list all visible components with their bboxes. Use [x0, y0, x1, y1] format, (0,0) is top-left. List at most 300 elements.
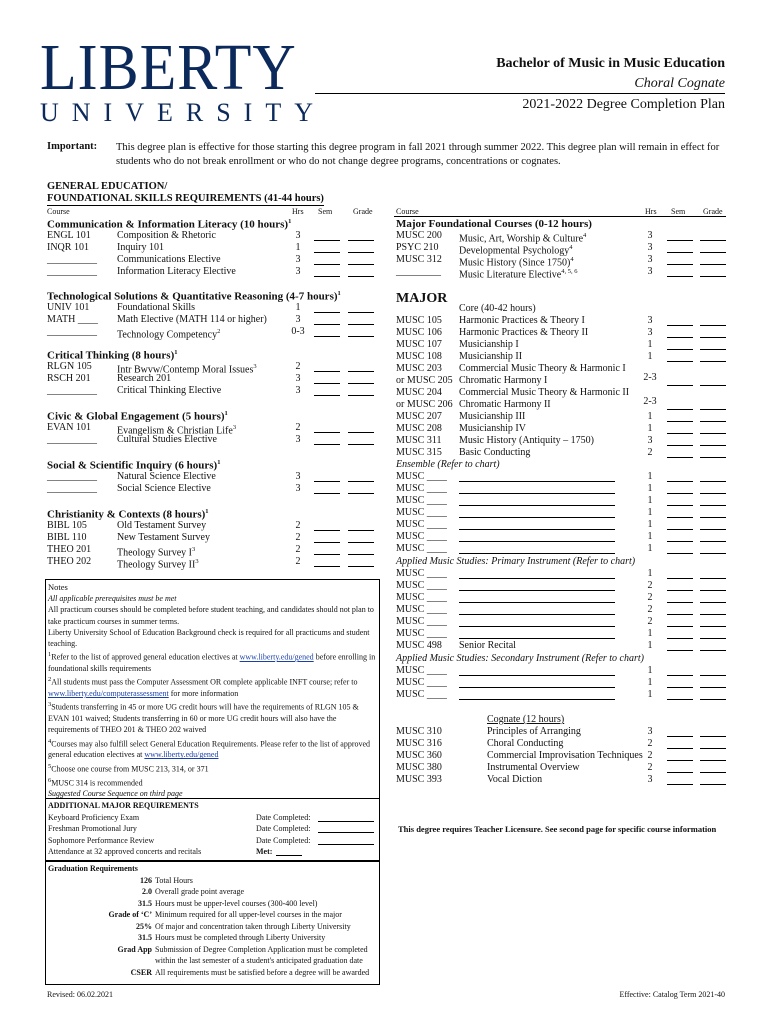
course-hours: 1	[295, 242, 301, 253]
graduation-row	[48, 909, 377, 921]
semester-blank[interactable]	[667, 532, 693, 542]
semester-blank[interactable]	[667, 328, 693, 338]
course-name-blank[interactable]	[459, 666, 615, 676]
note-line	[48, 788, 377, 799]
note-line	[48, 604, 377, 626]
grade-blank[interactable]	[700, 496, 726, 506]
course-hours: 2	[647, 616, 653, 627]
grade-blank[interactable]	[700, 243, 726, 253]
note-line	[48, 736, 377, 761]
course-hours: 1	[647, 507, 653, 518]
footnote-marker: 1	[288, 218, 292, 225]
semester-blank[interactable]	[667, 544, 693, 554]
course-name-blank[interactable]	[459, 593, 615, 603]
grade-blank[interactable]	[348, 315, 374, 325]
degree-title: Bachelor of Music in Music Education	[496, 56, 725, 71]
course-code: INQR 101	[47, 242, 89, 253]
ensemble-label: Ensemble (Refer to chart)	[396, 459, 500, 470]
additional-date-blank[interactable]	[318, 823, 374, 833]
course-name-blank[interactable]	[459, 617, 615, 627]
note-link[interactable]: www.liberty.edu/gened	[239, 652, 314, 662]
grade-blank[interactable]	[700, 472, 726, 482]
course-code: MUSC 393	[396, 774, 442, 785]
grade-blank[interactable]	[700, 412, 726, 422]
note-line	[48, 674, 377, 699]
semester-blank[interactable]	[667, 629, 693, 639]
course-code: MUSC 311	[396, 435, 442, 446]
grade-blank[interactable]	[348, 557, 374, 567]
additional-date-label: Met:	[256, 847, 273, 856]
additional-row	[48, 846, 377, 858]
course-hours: 2	[295, 532, 301, 543]
grade-blank[interactable]	[700, 376, 726, 386]
course-name: Evangelism & Christian Life$^3$	[117, 424, 237, 437]
graduation-text: Total Hours	[155, 875, 193, 885]
grade-blank[interactable]	[700, 641, 726, 651]
note-text: All applicable prerequisites must be met	[48, 594, 177, 604]
grade-blank[interactable]	[348, 435, 374, 445]
footnote-marker: 4	[583, 232, 587, 239]
grade-blank[interactable]	[700, 316, 726, 326]
course-hours: 3	[647, 726, 653, 737]
additional-requirements-box	[45, 799, 380, 861]
course-code: MUSC ____	[396, 471, 447, 482]
semester-blank[interactable]	[667, 569, 693, 579]
note-text: All practicum courses should be completed before student teaching, and candidates should not plan to take practicum courses in summer terms.	[48, 605, 374, 626]
note-text: Liberty University School of Education Background check is required for all practicums and student teaching.	[48, 627, 370, 649]
footnote-marker: 3	[48, 701, 52, 709]
grade-blank[interactable]	[348, 374, 374, 384]
semester-blank[interactable]	[314, 303, 340, 313]
course-hours: 1	[647, 628, 653, 639]
grade-blank[interactable]	[348, 255, 374, 265]
graduation-key: 2.0	[142, 887, 152, 896]
semester-blank[interactable]	[314, 435, 340, 445]
semester-blank[interactable]	[314, 327, 340, 337]
grade-blank[interactable]	[700, 400, 726, 410]
note-line	[48, 627, 377, 649]
graduation-key: 25%	[136, 921, 152, 931]
course-hours: 3	[295, 471, 301, 482]
footnote-marker: 2	[48, 676, 52, 684]
grade-blank[interactable]	[700, 629, 726, 639]
graduation-text: Of major and concentration taken through Liberty University	[155, 921, 351, 931]
course-hours: 0-3	[291, 326, 305, 337]
course-name: Musicianship III	[459, 411, 526, 422]
additional-date-blank[interactable]	[276, 846, 302, 856]
note-link[interactable]: www.liberty.edu/computerassessment	[48, 689, 169, 699]
semester-blank[interactable]	[667, 412, 693, 422]
grade-blank[interactable]	[348, 545, 374, 555]
course-hours: 1	[647, 677, 653, 688]
additional-date-label: Date Completed:	[256, 835, 311, 845]
grade-blank[interactable]	[700, 352, 726, 362]
course-code: __________	[47, 326, 97, 337]
course-hours: 2	[295, 556, 301, 567]
semester-blank[interactable]	[667, 424, 693, 434]
additional-item: Attendance at 32 approved concerts and recitals	[48, 847, 202, 856]
course-code: MUSC 207	[396, 411, 442, 422]
semester-blank[interactable]	[667, 316, 693, 326]
grade-blank[interactable]	[700, 448, 726, 458]
footnote-marker: 4	[569, 244, 573, 251]
course-hours: 3	[295, 434, 301, 445]
course-name: Senior Recital	[459, 640, 516, 651]
note-link[interactable]: www.liberty.edu/gened	[144, 750, 219, 760]
course-hours: 2	[647, 604, 653, 615]
licensure-note: This degree requires Teacher Licensure. See second page for specific course information	[398, 824, 717, 834]
note-text: Refer to the list of approved general education electives at	[51, 652, 238, 662]
right-col-hrs: Hrs	[645, 207, 657, 216]
semester-blank[interactable]	[667, 484, 693, 494]
graduation-row	[48, 898, 377, 910]
liberty-logo-wordmark: LIBERTY	[40, 30, 297, 104]
course-name-blank[interactable]	[459, 605, 615, 615]
semester-blank[interactable]	[667, 690, 693, 700]
course-hours: 2	[295, 422, 301, 433]
graduation-row	[48, 875, 377, 887]
semester-blank[interactable]	[667, 581, 693, 591]
semester-blank[interactable]	[667, 472, 693, 482]
course-hours: 1	[295, 302, 301, 313]
grade-blank[interactable]	[700, 739, 726, 749]
grade-blank[interactable]	[348, 362, 374, 372]
course-name: Research 201	[117, 373, 172, 384]
semester-blank[interactable]	[667, 255, 693, 265]
note-text: All students must pass the Computer Assessment OR complete applicable INFT course; refer to	[51, 677, 358, 687]
grade-blank[interactable]	[700, 727, 726, 737]
note-text-after: for more information	[170, 689, 239, 699]
course-name: Musicianship II	[459, 351, 523, 362]
course-code: MATH ____	[47, 314, 98, 325]
footnote-marker: 5	[48, 762, 52, 770]
course-code: MUSC ____	[396, 568, 447, 579]
course-name-blank[interactable]	[459, 690, 615, 700]
course-code: MUSC 316	[396, 738, 442, 749]
course-name: Vocal Diction	[487, 774, 543, 785]
semester-blank[interactable]	[667, 739, 693, 749]
graduation-requirements-box	[45, 861, 380, 985]
course-code: MUSC ____	[396, 580, 447, 591]
additional-date-blank[interactable]	[318, 835, 374, 845]
footnote-marker: 1	[174, 349, 178, 356]
course-hours: 2-3	[643, 396, 657, 407]
course-hours: 3	[647, 315, 653, 326]
note-text-after: before enrolling in foundational skills requirements	[48, 652, 376, 674]
course-code: MUSC ____	[396, 677, 447, 688]
course-name: Instrumental Overview	[487, 762, 580, 773]
grade-blank[interactable]	[700, 593, 726, 603]
graduation-key: 31.5	[138, 933, 152, 942]
grade-blank[interactable]	[348, 386, 374, 396]
grade-blank[interactable]	[348, 267, 374, 277]
course-name-blank[interactable]	[459, 581, 615, 591]
graduation-key: CSER	[130, 967, 152, 977]
semester-blank[interactable]	[667, 508, 693, 518]
course-name-blank[interactable]	[459, 472, 615, 482]
right-col-grade: Grade	[703, 207, 723, 216]
course-name: Social Science Elective	[117, 483, 211, 494]
course-name-blank[interactable]	[459, 544, 615, 554]
course-hours: 3	[295, 373, 301, 384]
course-name: Chromatic Harmony I	[459, 375, 548, 386]
course-hours: 3	[295, 314, 301, 325]
grade-blank[interactable]	[700, 581, 726, 591]
course-hours: 2	[647, 447, 653, 458]
course-hours: 1	[647, 543, 653, 554]
course-code: __________	[47, 483, 97, 494]
grade-blank[interactable]	[700, 751, 726, 761]
additional-item: Freshman Promotional Jury	[48, 824, 137, 833]
semester-blank[interactable]	[314, 362, 340, 372]
course-code: MUSC 380	[396, 762, 442, 773]
semester-blank[interactable]	[667, 617, 693, 627]
grade-blank[interactable]	[700, 605, 726, 615]
gen-ed-section-title: Social & Scientific Inquiry (6 hours)$^1$	[47, 459, 221, 472]
course-name-blank[interactable]	[459, 508, 615, 518]
course-hours: 1	[647, 339, 653, 350]
semester-blank[interactable]	[667, 775, 693, 785]
graduation-row	[48, 921, 377, 933]
course-name: Commercial Improvisation Techniques	[487, 750, 643, 761]
grade-blank[interactable]	[348, 327, 374, 337]
grade-blank[interactable]	[700, 231, 726, 241]
course-hours: 2-3	[643, 372, 657, 383]
note-text: Suggested Course Sequence on third page	[48, 789, 183, 799]
graduation-row	[48, 932, 377, 944]
grade-blank[interactable]	[348, 472, 374, 482]
course-code: __________	[47, 266, 97, 277]
course-name: Developmental Psychology$^4$	[459, 244, 573, 257]
semester-blank[interactable]	[314, 243, 340, 253]
grade-blank[interactable]	[700, 532, 726, 542]
course-code: _________	[396, 266, 441, 277]
course-hours: 2	[295, 520, 301, 531]
course-code: __________	[47, 254, 97, 265]
course-code: or MUSC 206	[396, 399, 453, 410]
note-line	[48, 593, 377, 604]
primary-instrument-label: Applied Music Studies: Primary Instrument (Refer to chart)	[396, 556, 636, 567]
course-name: Harmonic Practices & Theory II	[459, 327, 589, 338]
semester-blank[interactable]	[667, 243, 693, 253]
additional-row	[48, 812, 377, 824]
grade-blank[interactable]	[700, 424, 726, 434]
grade-blank[interactable]	[700, 328, 726, 338]
gen-ed-section-title: Technological Solutions & Quantitative Reasoning (4-7 hours)$^1$	[47, 290, 341, 303]
course-code: PSYC 210	[396, 242, 439, 253]
course-code: or MUSC 205	[396, 375, 453, 386]
semester-blank[interactable]	[667, 231, 693, 241]
semester-blank[interactable]	[667, 376, 693, 386]
semester-blank[interactable]	[667, 436, 693, 446]
grade-blank[interactable]	[700, 520, 726, 530]
semester-blank[interactable]	[667, 751, 693, 761]
course-hours: 1	[647, 665, 653, 676]
semester-blank[interactable]	[314, 386, 340, 396]
semester-blank[interactable]	[667, 400, 693, 410]
additional-item: Keyboard Proficiency Exam	[48, 812, 140, 822]
semester-blank[interactable]	[667, 520, 693, 530]
course-name-blank[interactable]	[459, 484, 615, 494]
course-name-blank[interactable]	[459, 496, 615, 506]
course-name: Music Literature Elective$^{4, 5, 6}$	[459, 268, 578, 281]
note-text: Choose one course from MUSC 213, 314, or 371	[51, 764, 209, 774]
grade-blank[interactable]	[700, 544, 726, 554]
additional-title: ADDITIONAL MAJOR REQUIREMENTS	[48, 801, 199, 810]
course-code: MUSC 498	[396, 640, 442, 651]
course-code: MUSC ____	[396, 604, 447, 615]
course-name-blank[interactable]	[459, 520, 615, 530]
semester-blank[interactable]	[314, 374, 340, 384]
notes-title: Notes	[48, 582, 68, 592]
grade-blank[interactable]	[700, 569, 726, 579]
course-name-blank[interactable]	[459, 569, 615, 579]
semester-blank[interactable]	[667, 605, 693, 615]
grade-blank[interactable]	[700, 678, 726, 688]
course-hours: 3	[295, 483, 301, 494]
semester-blank[interactable]	[314, 484, 340, 494]
semester-blank[interactable]	[667, 763, 693, 773]
course-code: BIBL 105	[47, 520, 87, 531]
important-label: Important:	[47, 141, 98, 152]
semester-blank[interactable]	[667, 666, 693, 676]
secondary-instrument-label: Applied Music Studies: Secondary Instrument (Refer to chart)	[396, 653, 644, 664]
grade-blank[interactable]	[700, 267, 726, 277]
grade-blank[interactable]	[700, 617, 726, 627]
graduation-key: Grade of ‘C’	[108, 910, 152, 919]
course-name: Technology Competency$^2$	[117, 328, 221, 341]
course-code: UNIV 101	[47, 302, 90, 313]
course-name: Inquiry 101	[117, 242, 164, 253]
grade-blank[interactable]	[700, 436, 726, 446]
course-code: __________	[47, 471, 97, 482]
note-text: Courses may also fulfill select General Education Requirements. Please refer to the list of approved general education electives at	[48, 739, 371, 760]
semester-blank[interactable]	[314, 545, 340, 555]
grade-blank[interactable]	[700, 763, 726, 773]
graduation-text: Overall grade point average	[155, 887, 245, 896]
course-code: MUSC 310	[396, 726, 442, 737]
course-name: Musicianship IV	[459, 423, 526, 434]
title-divider	[315, 93, 725, 94]
semester-blank[interactable]	[667, 340, 693, 350]
course-code: MUSC ____	[396, 507, 447, 518]
semester-blank[interactable]	[667, 448, 693, 458]
course-name: Cultural Studies Elective	[117, 434, 217, 445]
grade-blank[interactable]	[348, 423, 374, 433]
course-name: Information Literacy Elective	[117, 266, 236, 277]
course-code: MUSC 203	[396, 363, 442, 374]
grade-blank[interactable]	[348, 533, 374, 543]
note-line	[48, 699, 377, 735]
semester-blank[interactable]	[667, 727, 693, 737]
graduation-text: Hours must be completed through Liberty University	[155, 933, 326, 942]
course-code: RLGN 105	[47, 361, 92, 372]
course-name: Theology Survey $I^3$	[117, 546, 196, 559]
footnote-marker: 4	[48, 737, 52, 745]
semester-blank[interactable]	[314, 472, 340, 482]
course-code: MUSC 108	[396, 351, 442, 362]
course-code: MUSC 360	[396, 750, 442, 761]
note-line	[48, 761, 377, 775]
grade-blank[interactable]	[700, 255, 726, 265]
course-code: MUSC ____	[396, 616, 447, 627]
semester-blank[interactable]	[314, 267, 340, 277]
footnote-marker: 4, 5, 6	[561, 268, 578, 275]
course-name: Musicianship I	[459, 339, 519, 350]
graduation-text: Submission of Degree Completion Application must be completed within the last semester of a student's anticipated graduation date	[155, 944, 368, 965]
course-code: MUSC 106	[396, 327, 442, 338]
course-code: MUSC ____	[396, 483, 447, 494]
course-name: Intr Bwvw/Contemp Moral Issues$^3$	[117, 363, 257, 376]
grade-blank[interactable]	[348, 303, 374, 313]
major-foundational-title: Major Foundational Courses (0-12 hours)	[396, 218, 592, 230]
semester-blank[interactable]	[667, 496, 693, 506]
grade-blank[interactable]	[700, 775, 726, 785]
course-code: __________	[47, 434, 97, 445]
course-name: Natural Science Elective	[117, 471, 216, 482]
course-name: Commercial Music Theory & Harmonic II	[459, 387, 630, 398]
course-hours: 1	[647, 568, 653, 579]
grade-blank[interactable]	[700, 508, 726, 518]
semester-blank[interactable]	[314, 315, 340, 325]
important-text: This degree plan is effective for those starting this degree program in fall 2021 through summer 2022. This degree plan will remain in effect for students who do not break enrollment or who do not change degree programs, concentrations or cognates.	[116, 142, 720, 167]
course-name-blank[interactable]	[459, 532, 615, 542]
grade-blank[interactable]	[700, 666, 726, 676]
semester-blank[interactable]	[667, 267, 693, 277]
semester-blank[interactable]	[667, 352, 693, 362]
revised-date: Revised: 06.02.2021	[47, 990, 113, 999]
semester-blank[interactable]	[314, 255, 340, 265]
semester-blank[interactable]	[314, 423, 340, 433]
gen-ed-section-title: Civic & Global Engagement (5 hours)$^1$	[47, 410, 228, 423]
course-code: MUSC ____	[396, 628, 447, 639]
graduation-key: Grad App	[117, 944, 152, 954]
semester-blank[interactable]	[314, 231, 340, 241]
grade-blank[interactable]	[348, 243, 374, 253]
course-hours: 2	[647, 592, 653, 603]
course-code: MUSC 208	[396, 423, 442, 434]
course-name-blank[interactable]	[459, 678, 615, 688]
grade-blank[interactable]	[348, 484, 374, 494]
semester-blank[interactable]	[667, 593, 693, 603]
course-code: ENGL 101	[47, 230, 91, 241]
grade-blank[interactable]	[700, 484, 726, 494]
grade-blank[interactable]	[700, 340, 726, 350]
semester-blank[interactable]	[314, 557, 340, 567]
course-hours: 1	[647, 411, 653, 422]
grade-blank[interactable]	[348, 521, 374, 531]
grade-blank[interactable]	[700, 690, 726, 700]
cognate-label: Cognate (12 hours)	[487, 714, 565, 725]
course-name: New Testament Survey	[117, 532, 210, 543]
footnote-marker: 1	[337, 290, 341, 297]
footnote-marker: 4	[570, 256, 574, 263]
grade-blank[interactable]	[348, 231, 374, 241]
semester-blank[interactable]	[667, 641, 693, 651]
col-grade: Grade	[353, 207, 373, 216]
course-code: MUSC ____	[396, 689, 447, 700]
course-code: EVAN 101	[47, 422, 91, 433]
course-hours: 2	[647, 580, 653, 591]
semester-blank[interactable]	[667, 678, 693, 688]
additional-date-blank[interactable]	[318, 812, 374, 822]
course-hours: 3	[295, 254, 301, 265]
semester-blank[interactable]	[314, 533, 340, 543]
semester-blank[interactable]	[314, 521, 340, 531]
note-text: Students transferring in 45 or more UG credit hours will have the requirements of RLGN 105 & EVAN 101 waived; Students transferring in 60 or more UG credit hours will also have the requirements of THEO 201 & THEO 202 waived	[48, 703, 359, 735]
course-name-blank[interactable]	[459, 629, 615, 639]
course-hours: 1	[647, 640, 653, 651]
